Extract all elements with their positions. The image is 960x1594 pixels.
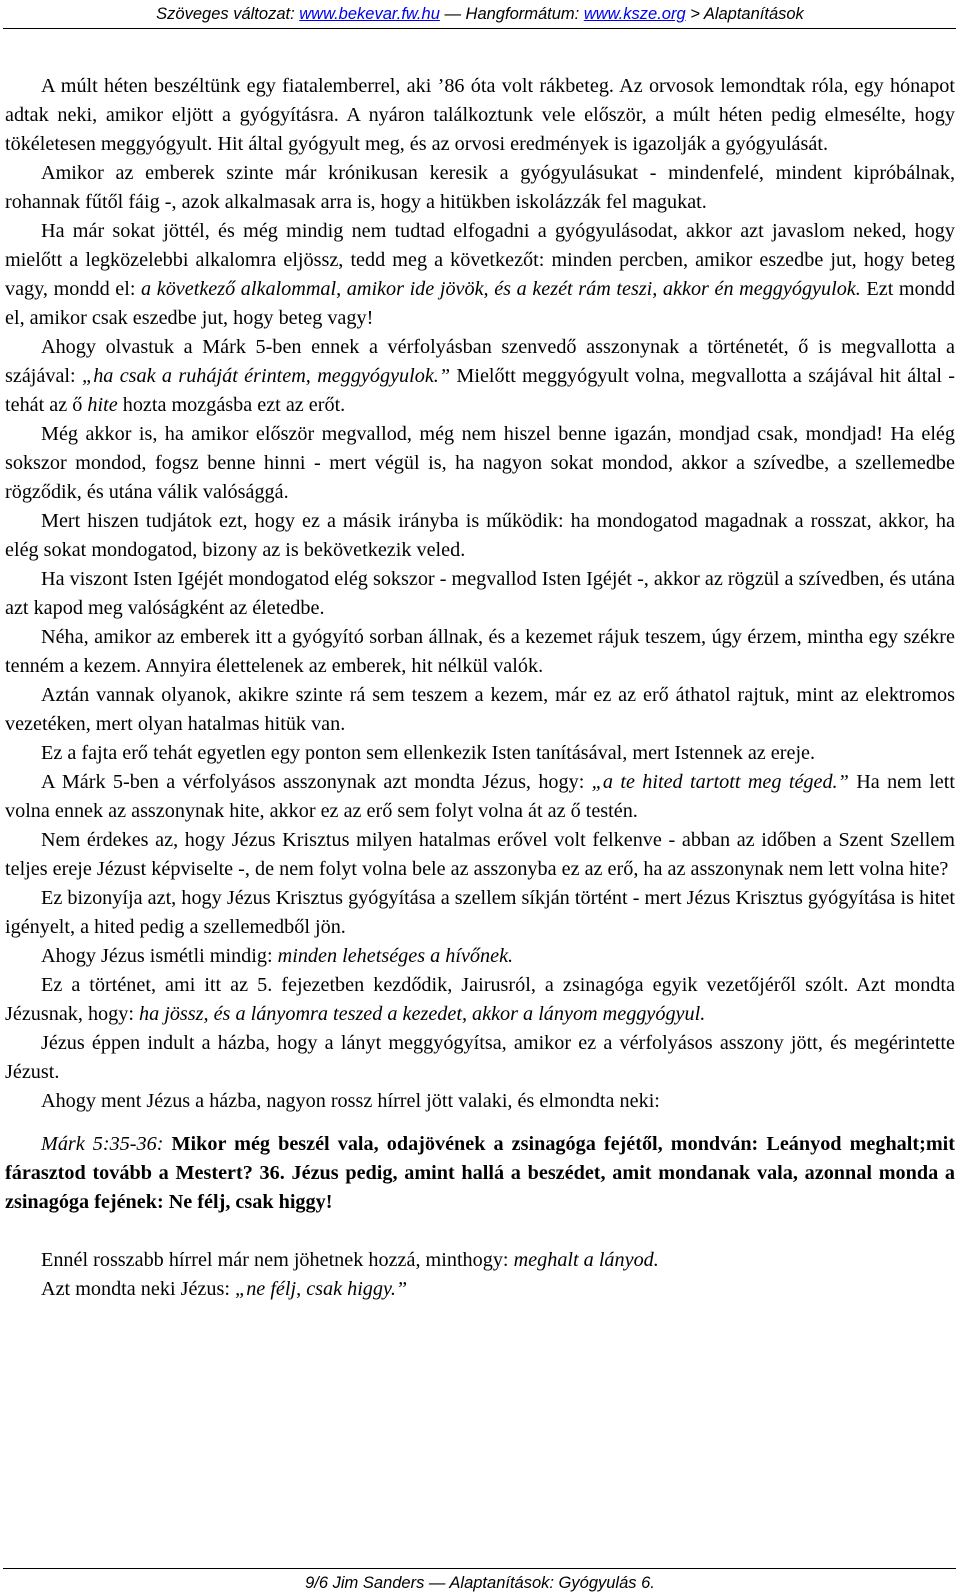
document-body <box>5 72 955 1304</box>
paragraph-11: A Márk 5-ben a vérfolyásos asszonynak azt mondta Jézus, hogy: „a te hited tartott meg téged.” Ha nem lett volna ennek az asszonynak hite, akkor ez az erő sem folyt volna át az ő testén. <box>5 771 955 822</box>
paragraph-6: Mert hiszen tudjátok ezt, hogy ez a másik irányba is működik: ha mondogatod magadnak a rosszat, akkor, ha elég sokat mondogatod, bizony az is bekövetkezik veled. <box>5 510 955 561</box>
paragraph-18: Ennél rosszabb hírrel már nem jöhetnek hozzá, minthogy: meghalt a lányod. <box>41 1249 659 1271</box>
paragraph-14: Ahogy Jézus ismétli mindig: minden lehetséges a hívőnek. <box>41 945 514 967</box>
paragraph-4: Ahogy olvastuk a Márk 5-ben ennek a vérfolyásban szenvedő asszonynak a történetét, ő is megvallotta a szájával: „ha csak a ruháját érintem, meggyógyulok.” Mielőtt meggyógyult volna, megvallotta a szájával hit által - tehát az ő hite hozta mozgásba ezt az erőt. <box>5 336 956 416</box>
paragraph-17: Ahogy ment Jézus a házba, nagyon rossz hírrel jött valaki, és elmondta neki: <box>41 1090 660 1112</box>
page-footer: 9/6 Jim Sanders — Alaptanítások: Gyógyulás 6. <box>305 1574 655 1592</box>
scripture-reference: Márk 5:35-36: <box>41 1133 164 1155</box>
paragraph-7: Ha viszont Isten Igéjét mondogatod elég sokszor - megvallod Isten Igéjét -, akkor az rögzül a szívedben, és utána azt kapod meg valóságként az életedbe. <box>5 568 955 619</box>
paragraph-1: A múlt héten beszéltünk egy fiatalemberrel, aki ’86 óta volt rákbeteg. Az orvosok lemondtak róla, egy hónapot adtak neki, amikor eljött a gyógyításra. A nyáron találkoztunk vele először, a múlt héten pedig elmesélte, hogy tökéletesen meggyógyult. Hit által gyógyult meg, és az orvosi eredmények is igazolják a gyógyulását. <box>5 75 955 155</box>
paragraph-10: Ez a fajta erő tehát egyetlen egy ponton sem ellenkezik Isten tanításával, mert Istennek az ereje. <box>41 742 816 764</box>
paragraph-16: Jézus éppen indult a házba, hogy a lányt meggyógyítsa, amikor ez a vérfolyásos asszony jött, és megérintette Jézust. <box>5 1032 955 1083</box>
page-header <box>0 3 960 25</box>
scripture-quote <box>5 1130 955 1217</box>
scripture-text: Mikor még beszél vala, odajövének a zsinagóga fejétől, mondván: Leányod meghalt;mit fárasztod tovább a Mestert? 36. Jézus pedig, amint hallá a beszédet, amit mondanak vala, azonnal monda a zsinagóga fejének: Ne félj, csak higgy! <box>5 1133 955 1213</box>
paragraph-2: Amikor az emberek szinte már krónikusan keresik a gyógyulásukat - mindenfelé, mindent kipróbálnak, rohannak fűtől fáig -, azok alkalmasak arra is, hogy a hitükben iskolázzák fel magukat. <box>5 162 955 213</box>
paragraph-5: Még akkor is, ha amikor először megvallod, még nem hiszel benne igazán, mondjad csak, mondjad! Ha elég sokszor mondod, fogsz benne hinni - mert végül is, ha nagyon sokat mondod, akkor a szívedbe, a szellemedbe rögződik, és utána válik valósággá. <box>5 423 955 503</box>
header-suffix: > Alaptanítások <box>685 5 804 23</box>
paragraph-3: Ha már sokat jöttél, és még mindig nem tudtad elfogadni a gyógyulásodat, akkor azt javaslom neked, hogy mielőtt a legközelebbi alkalomra eljössz, tedd meg a következőt: minden percben, amikor eszedbe jut, hogy beteg vagy, mondd el: a következő alkalommal, amikor ide jövök, és a kezét rám teszi, akkor én meggyógyulok. Ezt mondd el, amikor csak eszedbe jut, hogy beteg vagy! <box>5 220 955 329</box>
bekevar-link[interactable]: www.bekevar.fw.hu <box>299 5 440 23</box>
paragraph-19: Azt mondta neki Jézus: „ne félj, csak higgy.” <box>41 1278 408 1300</box>
paragraph-12: Nem érdekes az, hogy Jézus Krisztus milyen hatalmas erővel volt felkenve - abban az időben a Szent Szellem teljes ereje Jézust képviselte -, de nem folyt volna bele az asszonyba ez az erő, ha az asszonynak nem lett volna hite? <box>5 829 955 880</box>
ksze-link[interactable]: www.ksze.org <box>583 5 686 23</box>
header-divider <box>3 28 956 29</box>
paragraph-15: Ez a történet, ami itt az 5. fejezetben kezdődik, Jairusról, a zsinagóga egyik vezetőjéről szólt. Azt mondta Jézusnak, hogy: ha jössz, és a lányomra teszed a kezedet, akkor a lányom meggyógyul. <box>5 974 955 1025</box>
paragraph-8: Néha, amikor az emberek itt a gyógyító sorban állnak, és a kezemet rájuk teszem, úgy érzem, mintha egy székre tenném a kezem. Annyira élettelenek az emberek, hit nélkül valók. <box>5 626 955 677</box>
header-prefix: Szöveges változat: <box>156 5 300 23</box>
paragraph-13: Ez bizonyíja azt, hogy Jézus Krisztus gyógyítása a szellem síkján történt - mert Jézus Krisztus gyógyítása is hitet igényelt, a hited pedig a szellemedből jön. <box>5 887 955 938</box>
paragraph-9: Aztán vannak olyanok, akikre szinte rá sem teszem a kezem, már ez az erő áthatol rajtuk, mint az elektromos vezetéken, mert olyan hatalmas hitük van. <box>5 684 955 735</box>
footer-divider <box>3 1568 956 1569</box>
header-middle: — Hangformátum: <box>439 5 584 23</box>
